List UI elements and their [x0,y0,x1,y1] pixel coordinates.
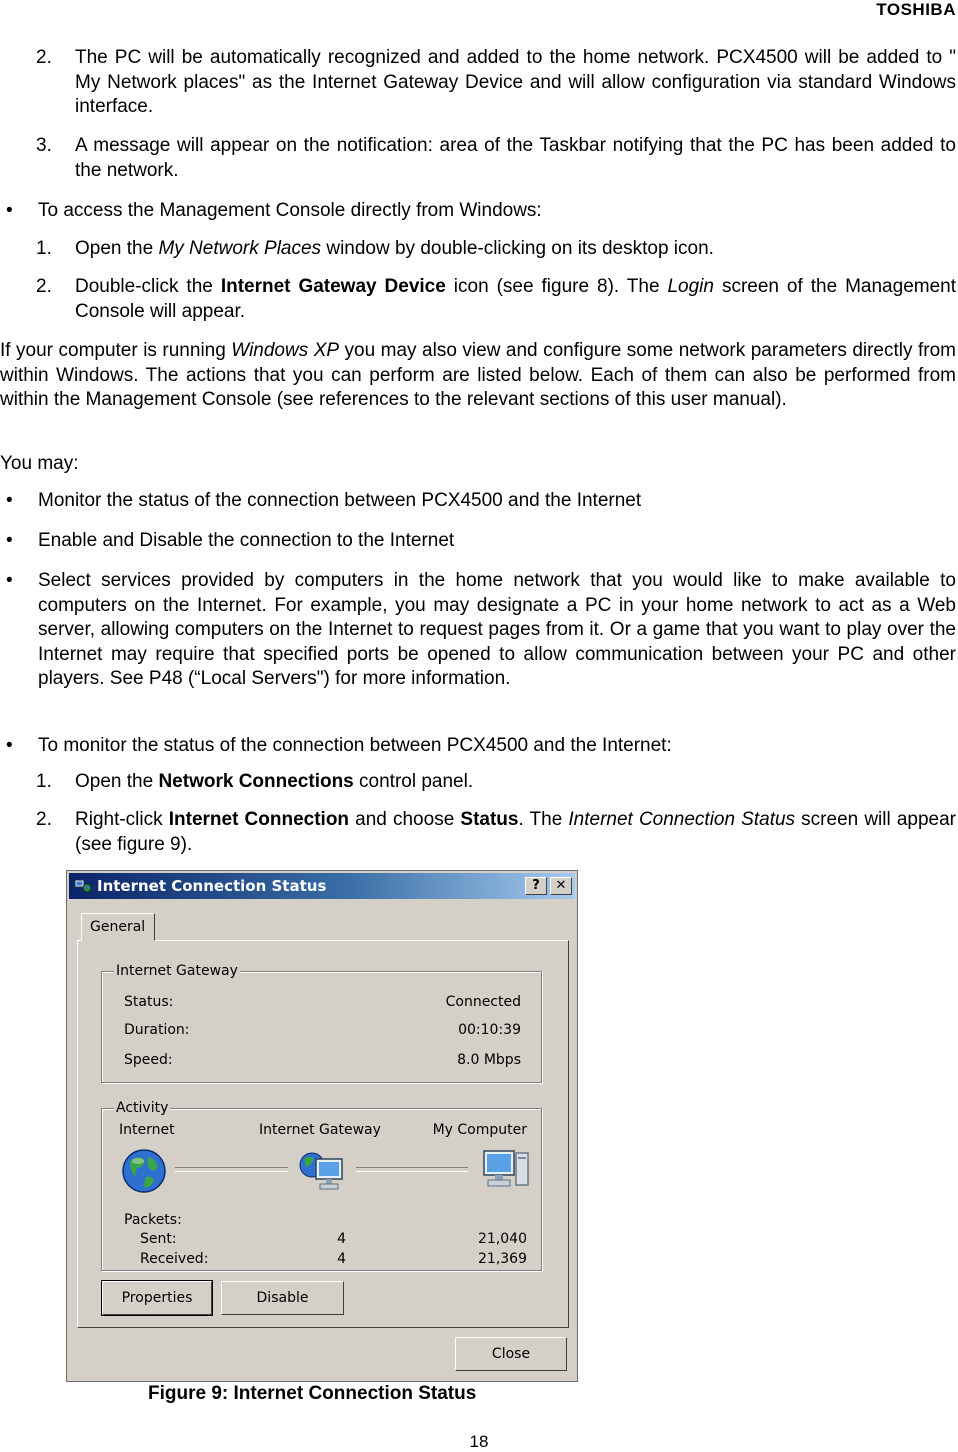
internet-gateway-group [101,963,542,1083]
sent-computer-value: 21,040 [478,1231,527,1247]
received-label: Received: [140,1251,209,1267]
bullet-text: Enable and Disable the connection to the Internet [38,530,455,551]
bullet-mark: • [6,530,13,551]
tab-panel [77,940,569,1328]
tab-general[interactable]: General [81,913,155,941]
packets-label: Packets: [124,1212,182,1228]
bullet-mark: • [6,200,13,221]
step-text: A message will appear on the notification: area of the Taskbar notifying that the PC has been added to the network. [75,135,956,181]
network-connection-icon [74,878,92,894]
sent-label: Sent: [140,1231,177,1247]
disable-button[interactable]: Disable [221,1281,344,1315]
close-icon[interactable]: ✕ [550,877,572,895]
you-may-label: You may: [0,453,79,474]
connection-line [356,1167,468,1172]
status-label: Status: [124,994,174,1010]
received-gateway-value: 4 [337,1251,346,1267]
speed-value: 8.0 Mbps [457,1052,521,1068]
status-value: Connected [445,994,521,1010]
activity-group [101,1100,542,1271]
bullet-text: Select services provided by computers in the home network that you would like to make available to computers on the Internet. For example, you may designate a PC in your home network to act as a Web server, allowing computers on the Internet to request pages from it. Or a game that you want to play over the Internet may require that specified ports be opened to allow communication between your PC and other players. See P48 (“Local Servers") for more information. [38,570,956,689]
duration-value: 00:10:39 [458,1022,521,1038]
brand-header: TOSHIBA [876,0,956,19]
step-text: Right-click Internet Connection and choose Status. The Internet Connection Status screen will appear (see figure 9). [75,809,957,855]
figure-caption: Figure 9: Internet Connection Status [148,1383,477,1404]
step-text: Open the Network Connections control panel. [75,771,474,792]
step-number: 1. [36,238,52,259]
bullet-text: To access the Management Console directly from Windows: [38,200,542,221]
group-label: Activity [116,1100,169,1116]
step-text: Open the My Network Places window by double-clicking on its desktop icon. [75,238,714,259]
step-number: 1. [36,771,52,792]
step-number: 2. [36,809,52,830]
step-number: 2. [36,276,52,297]
my-computer-icon [480,1145,532,1195]
sent-gateway-value: 4 [337,1231,346,1247]
group-label: Internet Gateway [116,963,238,979]
connection-line [175,1167,288,1172]
close-button[interactable]: Close [455,1337,567,1371]
speed-label: Speed: [124,1052,173,1068]
column-my-computer: My Computer [432,1122,527,1138]
internet-connection-status-dialog [66,870,578,1382]
step-number: 3. [36,135,52,156]
received-computer-value: 21,369 [478,1251,527,1267]
step-text: Double-click the Internet Gateway Device icon (see figure 8). The Login screen of the Management Console will appear. [75,276,956,322]
bullet-mark: • [6,570,13,591]
duration-label: Duration: [124,1022,190,1038]
step-number: 2. [36,47,52,68]
column-internet: Internet [119,1122,175,1138]
dialog-titlebar[interactable] [69,873,575,899]
paragraph-windows-xp: If your computer is running Windows XP you may also view and configure some network parameters directly from within Windows. The actions that you can perform are listed below. Each of them can also be performed from within the Management Console (see references to the relevant sections of this user manual). [0,340,956,410]
bullet-text: To monitor the status of the connection between PCX4500 and the Internet: [38,735,672,756]
globe-icon [120,1147,168,1195]
page-number: 18 [469,1432,489,1451]
help-button[interactable]: ? [525,877,547,895]
bullet-mark: • [6,735,13,756]
dialog-title: Internet Connection Status [97,877,327,895]
gateway-icon [296,1147,350,1197]
bullet-mark: • [6,490,13,511]
column-gateway: Internet Gateway [259,1122,381,1138]
properties-button[interactable]: Properties [102,1281,212,1315]
bullet-text: Monitor the status of the connection between PCX4500 and the Internet [38,490,642,511]
step-text: The PC will be automatically recognized and added to the home network. PCX4500 will be added to " My Network places" as the Internet Gateway Device and will allow configuration via standard Windows interface. [75,47,956,117]
